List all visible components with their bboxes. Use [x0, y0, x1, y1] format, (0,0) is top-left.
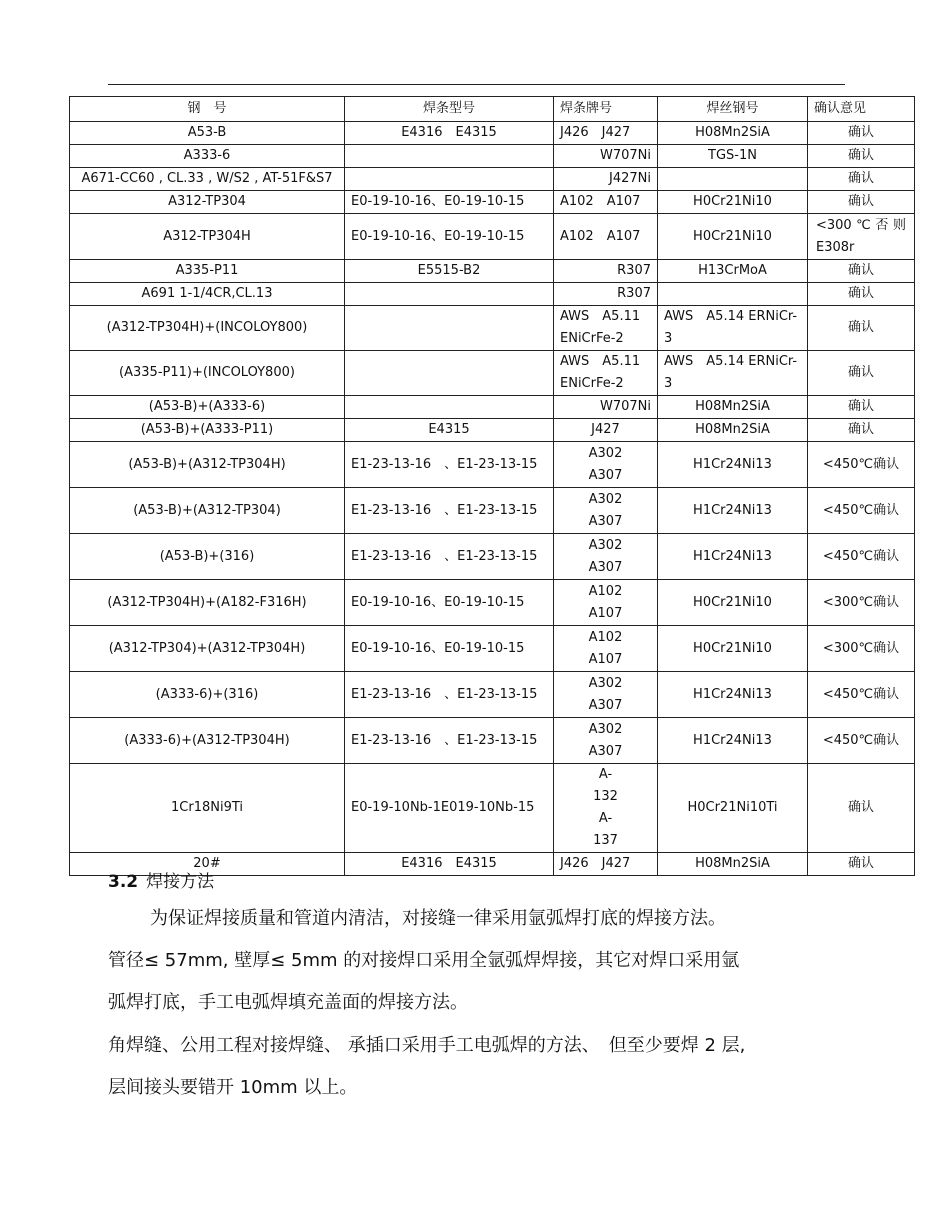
cell-rod-type: E0-19-10-16、E0-19-10-15 — [345, 580, 554, 626]
cell-rod-type — [345, 283, 554, 306]
cell-brand: A-132 A-137 — [554, 764, 658, 853]
cell-brand: A102 A107 — [554, 580, 658, 626]
paragraph: 弧焊打底，手工电弧焊填充盖面的焊接方法。 — [108, 992, 468, 1013]
table-row — [70, 214, 915, 260]
cell-rod-type: E5515-B2 — [345, 260, 554, 283]
cell-steel: A312-TP304H — [70, 214, 345, 260]
cell-confirm: <300℃确认 — [808, 626, 915, 672]
cell-rod-type: E1-23-13-16 、E1-23-13-15 — [345, 442, 554, 488]
cell-steel: (A53-B)+(316) — [70, 534, 345, 580]
cell-steel: (A53-B)+(A312-TP304) — [70, 488, 345, 534]
cell-rod-type: E4316 E4315 — [345, 853, 554, 876]
table-row — [70, 306, 915, 351]
cell-steel: A335-P11 — [70, 260, 345, 283]
cell-steel: A312-TP304 — [70, 191, 345, 214]
cell-brand: R307 — [554, 283, 658, 306]
cell-confirm: 确认 — [808, 306, 915, 351]
cell-wire: H0Cr21Ni10 — [658, 580, 808, 626]
cell-wire — [658, 283, 808, 306]
cell-wire: AWS A5.14 ERNiCr-3 — [658, 351, 808, 396]
cell-rod-type — [345, 351, 554, 396]
cell-confirm: 确认 — [808, 168, 915, 191]
table-row — [70, 191, 915, 214]
header-rod-brand: 焊条牌号 — [554, 97, 658, 122]
cell-wire: H08Mn2SiA — [658, 853, 808, 876]
cell-confirm: 确认 — [808, 191, 915, 214]
cell-confirm: 确认 — [808, 396, 915, 419]
cell-rod-type: E1-23-13-16 、E1-23-13-15 — [345, 718, 554, 764]
cell-confirm: <450℃确认 — [808, 718, 915, 764]
cell-wire — [658, 168, 808, 191]
cell-wire: H1Cr24Ni13 — [658, 534, 808, 580]
cell-steel: A53-B — [70, 122, 345, 145]
cell-wire: H08Mn2SiA — [658, 419, 808, 442]
cell-steel: A333-6 — [70, 145, 345, 168]
paragraph: 层间接头要错开 10mm 以上。 — [108, 1077, 358, 1098]
cell-wire: H1Cr24Ni13 — [658, 442, 808, 488]
cell-rod-type: E0-19-10-16、E0-19-10-15 — [345, 191, 554, 214]
table-row — [70, 419, 915, 442]
cell-brand: A302 A307 — [554, 442, 658, 488]
cell-brand: J427Ni — [554, 168, 658, 191]
cell-wire: AWS A5.14 ERNiCr-3 — [658, 306, 808, 351]
cell-brand: A102 A107 — [554, 214, 658, 260]
cell-rod-type: E0-19-10-16、E0-19-10-15 — [345, 626, 554, 672]
cell-brand: A302 A307 — [554, 672, 658, 718]
table-row — [70, 534, 915, 580]
cell-brand: A102 A107 — [554, 191, 658, 214]
cell-wire: H0Cr21Ni10 — [658, 214, 808, 260]
cell-brand: W707Ni — [554, 145, 658, 168]
table-row — [70, 626, 915, 672]
cell-brand: A302 A307 — [554, 488, 658, 534]
table-row — [70, 488, 915, 534]
cell-brand: A302 A307 — [554, 718, 658, 764]
cell-wire: TGS-1N — [658, 145, 808, 168]
cell-brand: W707Ni — [554, 396, 658, 419]
cell-rod-type — [345, 306, 554, 351]
cell-confirm: <450℃确认 — [808, 672, 915, 718]
table-row — [70, 145, 915, 168]
cell-brand: AWS A5.11 ENiCrFe-2 — [554, 351, 658, 396]
cell-brand: J426 J427 — [554, 122, 658, 145]
header-rule — [108, 84, 845, 85]
cell-confirm: <450℃确认 — [808, 534, 915, 580]
header-wire: 焊丝钢号 — [658, 97, 808, 122]
table-row — [70, 764, 915, 853]
table-row — [70, 260, 915, 283]
cell-rod-type: E4315 — [345, 419, 554, 442]
cell-rod-type: E1-23-13-16 、E1-23-13-15 — [345, 534, 554, 580]
cell-brand: J426 J427 — [554, 853, 658, 876]
section-heading — [108, 869, 214, 895]
cell-confirm: <450℃确认 — [808, 442, 915, 488]
cell-steel: 1Cr18Ni9Ti — [70, 764, 345, 853]
table-row — [70, 580, 915, 626]
cell-brand: A302 A307 — [554, 534, 658, 580]
cell-wire: H1Cr24Ni13 — [658, 718, 808, 764]
cell-wire: H08Mn2SiA — [658, 122, 808, 145]
cell-steel: 20# — [70, 853, 345, 876]
cell-rod-type — [345, 396, 554, 419]
cell-rod-type — [345, 168, 554, 191]
cell-brand: A102 A107 — [554, 626, 658, 672]
cell-wire: H1Cr24Ni13 — [658, 488, 808, 534]
cell-rod-type: E0-19-10-16、E0-19-10-15 — [345, 214, 554, 260]
cell-confirm: <300 ℃ 否 则 E308r — [808, 214, 915, 260]
paragraph: 管径≤ 57mm, 壁厚≤ 5mm 的对接焊口采用全氩弧焊焊接，其它对焊口采用氩 — [108, 950, 740, 971]
cell-steel: A691 1-1/4CR,CL.13 — [70, 283, 345, 306]
cell-steel: (A312-TP304H)+(INCOLOY800) — [70, 306, 345, 351]
header-rod-type: 焊条型号 — [345, 97, 554, 122]
table-row — [70, 718, 915, 764]
cell-confirm: 确认 — [808, 419, 915, 442]
cell-brand: AWS A5.11 ENiCrFe-2 — [554, 306, 658, 351]
cell-confirm: <300℃确认 — [808, 580, 915, 626]
table-header-row — [70, 97, 915, 122]
cell-confirm: 确认 — [808, 145, 915, 168]
cell-wire: H0Cr21Ni10 — [658, 626, 808, 672]
cell-wire: H13CrMoA — [658, 260, 808, 283]
table-row — [70, 168, 915, 191]
cell-steel: (A312-TP304)+(A312-TP304H) — [70, 626, 345, 672]
table-row — [70, 396, 915, 419]
cell-rod-type: E4316 E4315 — [345, 122, 554, 145]
header-steel: 钢 号 — [70, 97, 345, 122]
cell-confirm: 确认 — [808, 351, 915, 396]
cell-rod-type: E1-23-13-16 、E1-23-13-15 — [345, 488, 554, 534]
section-number: 3.2 — [108, 872, 139, 892]
section-title: 焊接方法 — [146, 872, 215, 892]
cell-confirm: 确认 — [808, 853, 915, 876]
cell-steel: (A53-B)+(A333-P11) — [70, 419, 345, 442]
cell-wire: H0Cr21Ni10Ti — [658, 764, 808, 853]
header-confirm: 确认意见 — [808, 97, 915, 122]
cell-wire: H0Cr21Ni10 — [658, 191, 808, 214]
paragraph: 为保证焊接质量和管道内清洁，对接缝一律采用氩弧焊打底的焊接方法。 — [150, 908, 726, 929]
cell-steel: (A53-B)+(A312-TP304H) — [70, 442, 345, 488]
cell-confirm: 确认 — [808, 283, 915, 306]
cell-confirm: 确认 — [808, 764, 915, 853]
table-row — [70, 122, 915, 145]
cell-confirm: 确认 — [808, 260, 915, 283]
cell-steel: (A333-6)+(316) — [70, 672, 345, 718]
cell-confirm: 确认 — [808, 122, 915, 145]
cell-steel: (A53-B)+(A333-6) — [70, 396, 345, 419]
cell-rod-type: E0-19-10Nb-1E019-10Nb-15 — [345, 764, 554, 853]
table-row — [70, 672, 915, 718]
cell-wire: H08Mn2SiA — [658, 396, 808, 419]
cell-brand: J427 — [554, 419, 658, 442]
cell-confirm: <450℃确认 — [808, 488, 915, 534]
cell-brand: R307 — [554, 260, 658, 283]
cell-wire: H1Cr24Ni13 — [658, 672, 808, 718]
cell-steel: (A333-6)+(A312-TP304H) — [70, 718, 345, 764]
cell-steel: (A312-TP304H)+(A182-F316H) — [70, 580, 345, 626]
welding-materials-table — [69, 96, 915, 876]
paragraph: 角焊缝、公用工程对接焊缝、 承插口采用手工电弧焊的方法、 但至少要焊 2 层, — [108, 1035, 746, 1056]
table-row — [70, 351, 915, 396]
table-row — [70, 442, 915, 488]
cell-rod-type — [345, 145, 554, 168]
cell-rod-type: E1-23-13-16 、E1-23-13-15 — [345, 672, 554, 718]
cell-steel: (A335-P11)+(INCOLOY800) — [70, 351, 345, 396]
table-row — [70, 283, 915, 306]
cell-steel: A671-CC60 , CL.33 , W/S2 , AT-51F&S7 — [70, 168, 345, 191]
